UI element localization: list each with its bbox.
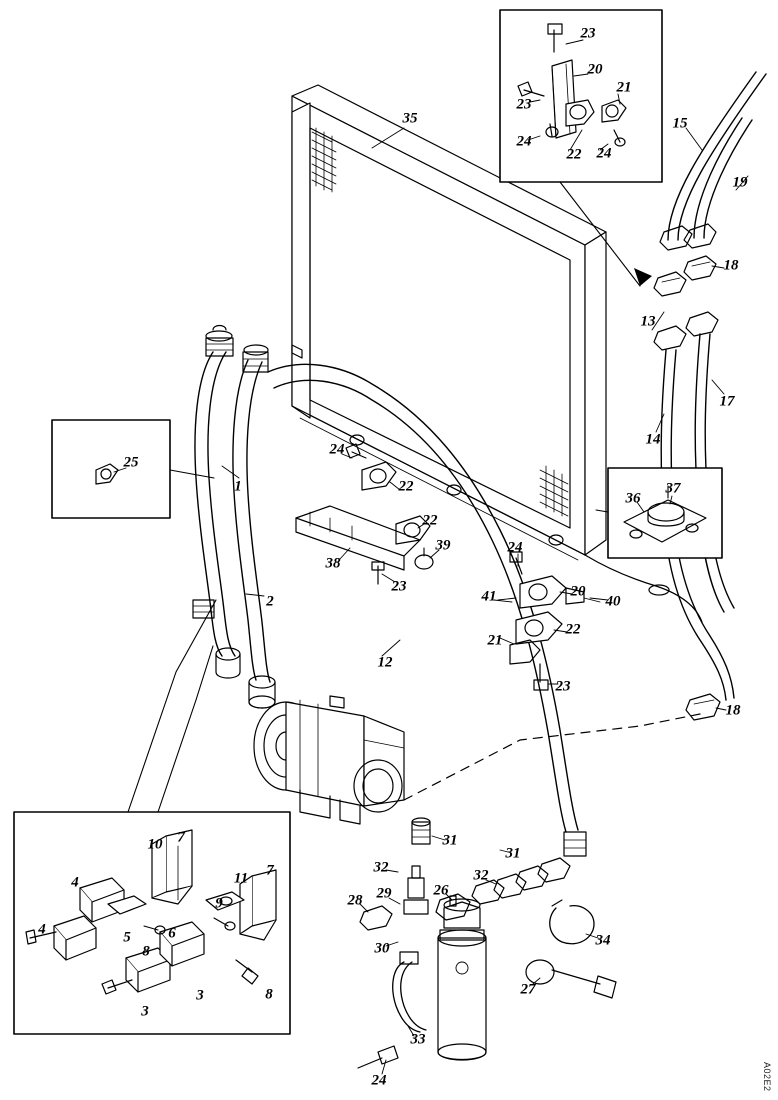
callout-number: 34 (595, 932, 611, 949)
callout-number: 30 (374, 940, 390, 957)
callout-number: 7 (177, 829, 185, 846)
callout-number: 27 (520, 981, 536, 998)
callout-number: 2 (266, 593, 274, 610)
callout-number: 26 (433, 882, 449, 899)
callout-number: 24 (516, 133, 532, 150)
valve-group-right (498, 552, 600, 690)
callout-number: 22 (565, 621, 581, 638)
callout-number: 11 (233, 870, 249, 887)
callout-number: 35 (402, 110, 418, 127)
callout-number: 15 (672, 115, 688, 132)
callout-number: 19 (732, 174, 748, 191)
callout-number: 24 (507, 539, 523, 556)
callout-number: 28 (347, 892, 363, 909)
callout-number: 24 (371, 1072, 387, 1089)
callout-number: 9 (215, 895, 223, 912)
callout-number: 38 (325, 555, 341, 572)
callout-number: 31 (505, 845, 521, 862)
callout-number: 37 (665, 480, 681, 497)
callout-number: 3 (141, 1003, 149, 1020)
callout-number: 32 (373, 859, 389, 876)
callout-number: 40 (605, 593, 621, 610)
callout-number: 41 (481, 588, 497, 605)
drawing-corner-code: A02E2 (762, 1062, 772, 1092)
callout-number: 6 (168, 925, 176, 942)
callout-number: 5 (123, 929, 131, 946)
callout-number: 13 (640, 313, 656, 330)
callout-number: 36 (625, 490, 641, 507)
callout-number: 8 (265, 986, 273, 1003)
callout-number: 8 (142, 943, 150, 960)
callout-number: 22 (422, 512, 438, 529)
callout-number: 18 (723, 257, 739, 274)
callout-number: 33 (410, 1031, 426, 1048)
callout-number: 21 (616, 79, 632, 96)
callout-number: 24 (596, 145, 612, 162)
callout-number: 12 (377, 654, 393, 671)
callout-number: 4 (38, 921, 46, 938)
callout-number: 21 (487, 632, 503, 649)
callout-number: 18 (725, 702, 741, 719)
callout-number: 23 (580, 25, 596, 42)
callout-number: 22 (398, 478, 414, 495)
callout-number: 10 (147, 836, 163, 853)
callout-number: 23 (555, 678, 571, 695)
callout-number: 20 (570, 583, 586, 600)
callout-number: 25 (123, 454, 139, 471)
receiver-drier-assembly (358, 896, 616, 1068)
callout-number: 20 (587, 61, 603, 78)
callout-number: 3 (196, 987, 204, 1004)
callout-number: 17 (719, 393, 735, 410)
callout-number: 23 (391, 578, 407, 595)
hose-line-2 (233, 345, 275, 708)
callout-number: 29 (376, 885, 392, 902)
callout-number: 14 (645, 431, 661, 448)
compressor-assembly (254, 696, 404, 824)
callout-number: 1 (234, 478, 242, 495)
callout-number: 23 (516, 96, 532, 113)
callout-number: 24 (329, 441, 345, 458)
callout-number: 4 (71, 874, 79, 891)
hose-line-1 (193, 326, 240, 679)
detail-box-bottom-left (14, 600, 290, 1034)
callout-number: 39 (435, 537, 451, 554)
callout-number: 22 (566, 146, 582, 163)
callout-number: 32 (473, 867, 489, 884)
tube-assembly-15-19 (654, 72, 766, 350)
fittings-cluster-bottom (360, 818, 570, 930)
callout-number: 31 (442, 832, 458, 849)
callout-number: 7 (266, 862, 274, 879)
